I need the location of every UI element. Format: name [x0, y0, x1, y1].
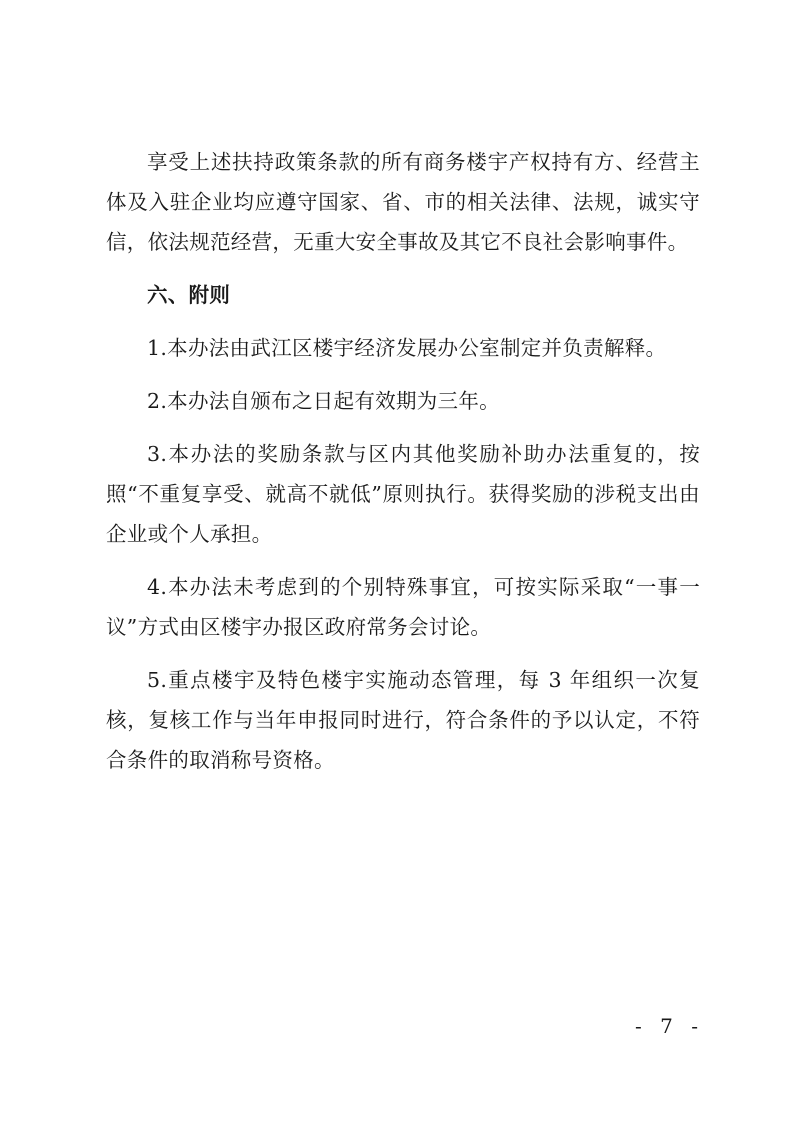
section-heading: 六、附则 [147, 283, 231, 307]
clause-item-2: 2.本办法自颁布之日起有效期为三年。 [147, 389, 500, 413]
document-body [106, 142, 700, 793]
clause-item-4: 4.本办法未考虑到的个别特殊事宜，可按实际采取“一事一议”方式由区楼宇办报区政府常务会讨论。 [106, 575, 700, 639]
clause-item-5: 5.重点楼宇及特色楼宇实施动态管理，每 3 年组织一次复核，复核工作与当年申报同时进行，符合条件的予以认定，不符合条件的取消称号资格。 [106, 668, 700, 772]
clause-item-1: 1.本办法由武江区楼宇经济发展办公室制定并负责解释。 [147, 336, 667, 360]
clause-item-3: 3.本办法的奖励条款与区内其他奖励补助办法重复的，按照“不重复享受、就高不就低”原则执行。获得奖励的涉税支出由企业或个人承担。 [106, 442, 700, 546]
compliance-paragraph: 享受上述扶持政策条款的所有商务楼宇产权持有方、经营主体及入驻企业均应遵守国家、省、市的相关法律、法规，诚实守信，依法规范经营，无重大安全事故及其它不良社会影响事件。 [106, 150, 700, 254]
page-number: - 7 - [635, 1014, 704, 1038]
